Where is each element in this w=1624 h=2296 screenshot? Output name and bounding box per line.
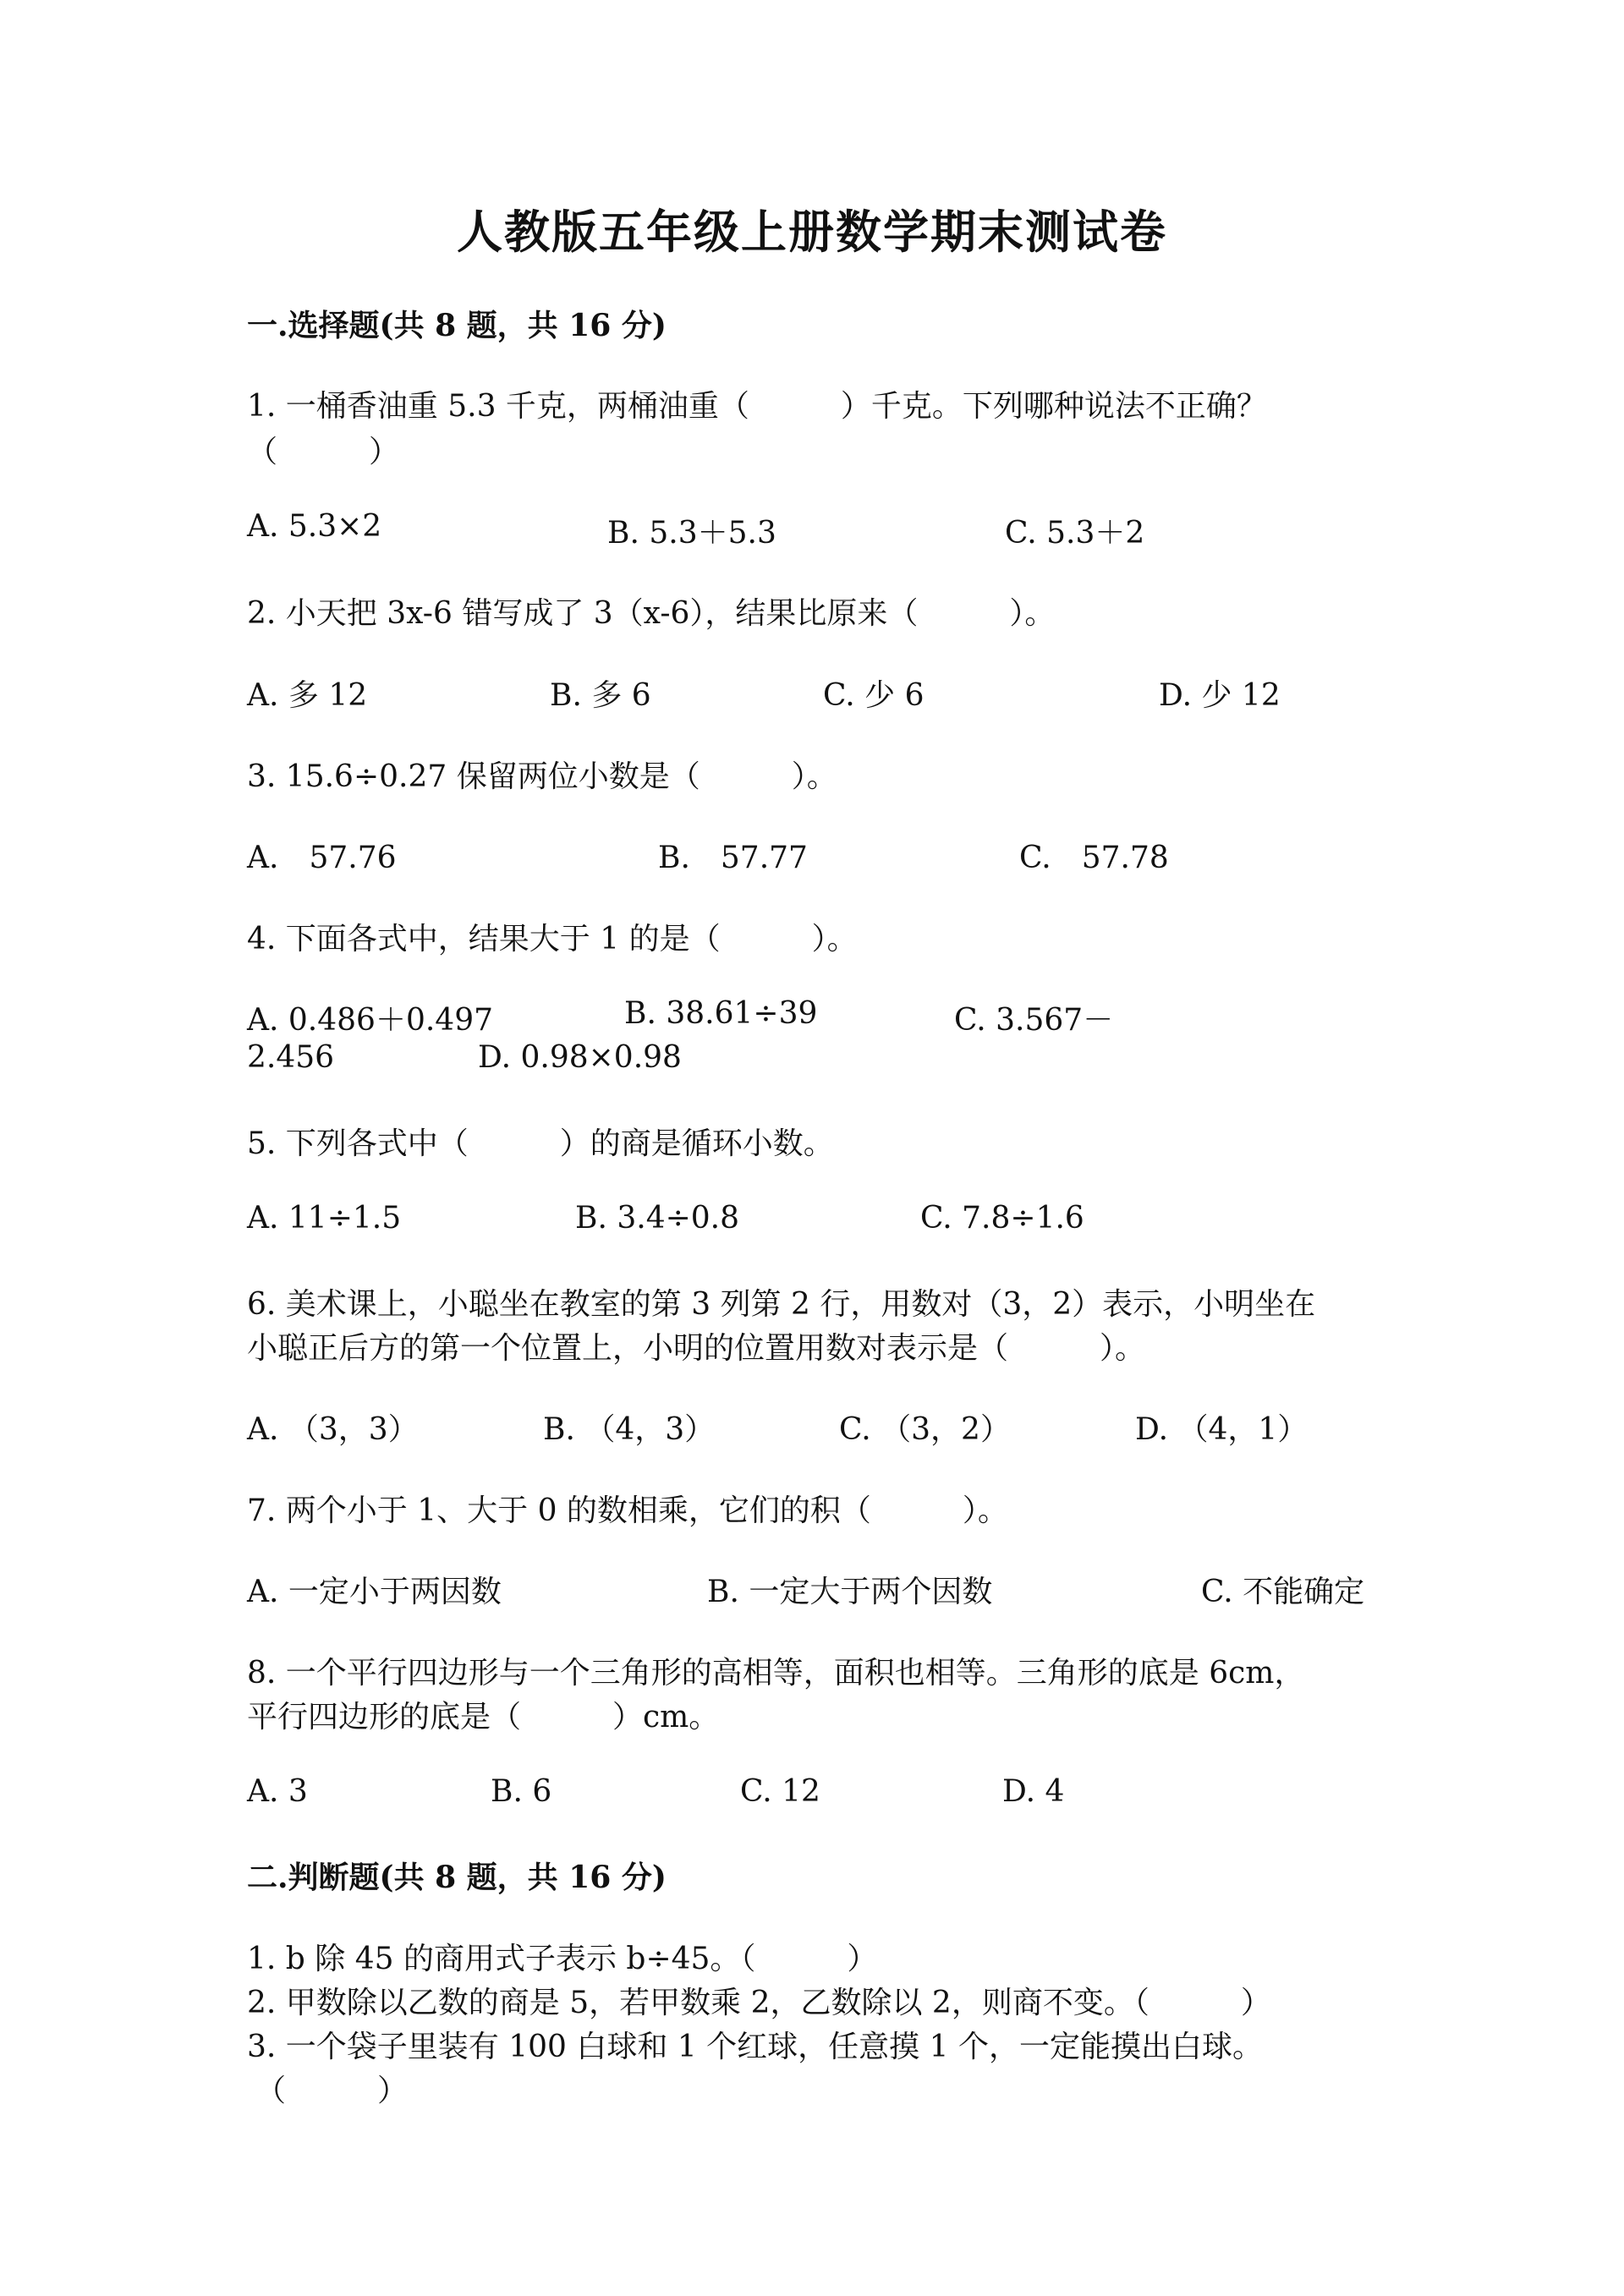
- question-8-option-d: D. 4: [1002, 1774, 1065, 1809]
- question-4-option-b: B. 38.61÷39: [624, 996, 818, 1031]
- question-8-option-b: B. 6: [491, 1774, 552, 1809]
- question-7-line-1: 7. 两个小于 1、大于 0 的数相乘，它们的积（ ）。: [247, 1493, 1008, 1528]
- page-title: 人教版五年级上册数学期末测试卷: [457, 205, 1167, 259]
- question-3-line-1: 3. 15.6÷0.27 保留两位小数是（ ）。: [247, 759, 837, 794]
- question-6-line-2: 小聪正后方的第一个位置上，小明的位置用数对表示是（ ）。: [247, 1331, 1146, 1366]
- question-4-option-d: D. 0.98×0.98: [478, 1040, 682, 1075]
- judgment-3-line-1: 3. 一个袋子里装有 100 白球和 1 个红球，任意摸 1 个，一定能摸出白球。: [247, 2030, 1263, 2064]
- question-1-line-2: （ ）: [247, 435, 400, 469]
- question-5-option-a: A. 11÷1.5: [247, 1201, 402, 1236]
- question-7-option-b: B. 一定大于两个因数: [707, 1575, 993, 1609]
- question-4-option-a: A. 0.486＋0.497: [247, 1003, 494, 1038]
- question-5-option-c: C. 7.8÷1.6: [920, 1201, 1084, 1236]
- question-3-option-a: A. 57.76: [247, 841, 397, 875]
- question-1-line-1: 1. 一桶香油重 5.3 千克，两桶油重（ ）千克。下列哪种说法不正确？: [247, 389, 1267, 424]
- question-1-option-b: B. 5.3＋5.3: [607, 516, 776, 551]
- question-4-line-1: 4. 下面各式中，结果大于 1 的是（ ）。: [247, 922, 858, 956]
- judgment-2: 2. 甲数除以乙数的商是 5，若甲数乘 2，乙数除以 2，则商不变。（ ）: [247, 1986, 1271, 2020]
- question-7-option-c: C. 不能确定: [1201, 1575, 1365, 1609]
- question-1-option-a: A. 5.3×2: [247, 509, 382, 544]
- question-5-option-b: B. 3.4÷0.8: [575, 1201, 740, 1236]
- question-2-option-d: D. 少 12: [1159, 678, 1281, 713]
- question-6-option-b: B. （4，3）: [543, 1412, 716, 1447]
- question-4-option-c-continued: 2.456: [247, 1040, 335, 1075]
- judgment-3-line-2: （ ）: [255, 2074, 409, 2108]
- question-1-option-c: C. 5.3＋2: [1005, 516, 1145, 551]
- judgment-1: 1. b 除 45 的商用式子表示 b÷45。（ ）: [247, 1942, 878, 1976]
- question-3-option-b: B. 57.77: [658, 841, 808, 875]
- question-5-line-1: 5. 下列各式中（ ）的商是循环小数。: [247, 1126, 834, 1161]
- question-8-line-2: 平行四边形的底是（ ）cm。: [247, 1700, 720, 1734]
- question-6-option-a: A. （3，3）: [247, 1412, 419, 1447]
- question-8-option-c: C. 12: [740, 1774, 820, 1809]
- question-2-line-1: 2. 小天把 3x-6 错写成了 3（x-6），结果比原来（ ）。: [247, 596, 1056, 631]
- question-2-option-c: C. 少 6: [823, 678, 924, 713]
- question-6-line-1: 6. 美术课上，小聪坐在教室的第 3 列第 2 行，用数对（3，2）表示，小明坐在: [247, 1287, 1316, 1322]
- question-6-option-c: C. （3，2）: [839, 1412, 1011, 1447]
- question-2-option-a: A. 多 12: [247, 678, 368, 713]
- section-heading-judgment: 二.判断题(共 8 题，共 16 分): [247, 1860, 667, 1895]
- section-heading-choice: 一.选择题(共 8 题，共 16 分): [247, 308, 667, 343]
- question-3-option-c: C. 57.78: [1019, 841, 1169, 875]
- question-8-line-1: 8. 一个平行四边形与一个三角形的高相等，面积也相等。三角形的底是 6cm，: [247, 1656, 1305, 1690]
- question-4-option-c: C. 3.567－: [954, 1003, 1114, 1038]
- question-2-option-b: B. 多 6: [550, 678, 651, 713]
- question-8-option-a: A. 3: [247, 1774, 308, 1809]
- question-7-option-a: A. 一定小于两因数: [247, 1575, 502, 1609]
- question-6-option-d: D. （4，1）: [1135, 1412, 1309, 1447]
